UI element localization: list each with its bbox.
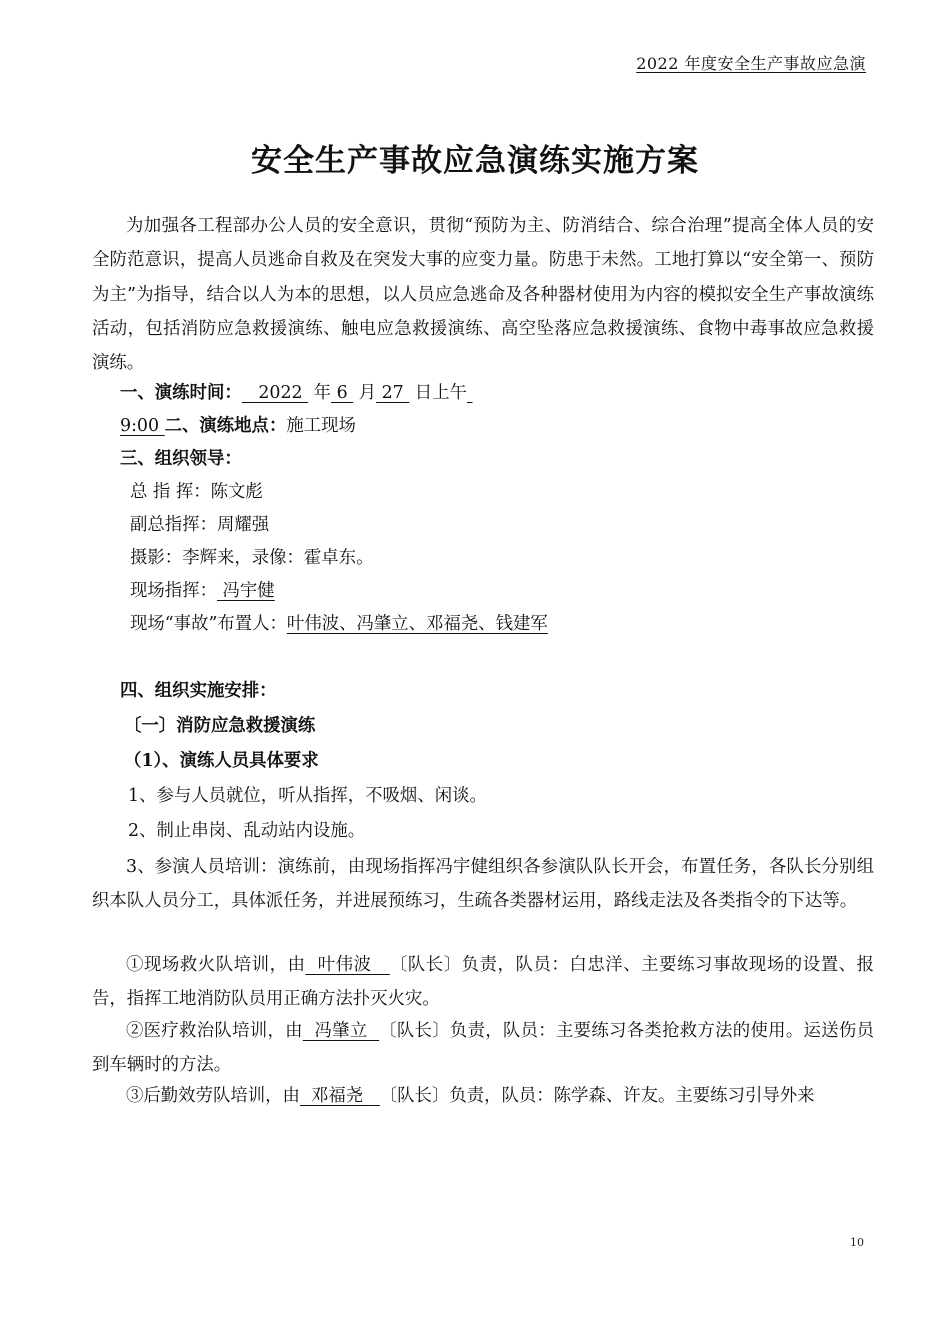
requirement-item-3: 3、参演人员培训：演练前，由现场指挥冯宇健组织各参演队队长开会，布置任务，各队长分别组织本队人员分工，具体派任务，并进展预练习，生疏各类器材运用，路线走法及各类指令的下达等。 <box>92 857 874 912</box>
medical-team-training <box>92 1014 874 1083</box>
intro-paragraph: 为加强各工程部办公人员的安全意识，贯彻“预防为主、防消结合、综合治理”提高全体人员的安全防范意识，提高人员逃命自救及在突发大事的应变力量。防患于未然。工地打算以“安全第一、预防为主”为指导，结合以人为本的思想，以人员应急逃命及各种器材使用为内容的模拟安全生产事故演练活动，包括消防应急救援演练、触电应急救援演练、高空坠落应急救援演练、食物中毒事故应急救援演练。 <box>92 216 874 374</box>
drill-year-unit: 年 <box>308 383 332 403</box>
requirement-item-2: 2、制止串岗、乱动站内设施。 <box>128 821 366 841</box>
requirement-item-1: 1、参与人员就位，听从指挥，不吸烟、闲谈。 <box>128 786 487 806</box>
firefighting-team-training <box>92 948 874 1017</box>
team2-prefix: ②医疗救治队培训，由 <box>126 1021 303 1041</box>
drill-time-tail <box>467 383 473 403</box>
drill-location-value: 施工现场 <box>286 416 356 436</box>
personnel-requirements-heading: （1）、演练人员具体要求 <box>124 751 319 771</box>
fire-drill-section: 〔一〕消防应急救援演练 <box>124 716 316 736</box>
field-commander-name: 冯宇健 <box>216 581 275 601</box>
page-number: 10 <box>850 1236 864 1249</box>
drill-clock: 9:00 <box>120 416 165 436</box>
drill-location-label: 二、演练地点： <box>164 416 287 436</box>
running-header: 2022 年度安全生产事故应急演 <box>636 54 866 73</box>
team1-leader: 叶伟波 <box>305 955 390 975</box>
accident-setup-names: 叶伟波、冯肇立、邓福尧、钱建军 <box>286 614 548 634</box>
drill-month: 6 <box>331 383 354 403</box>
deputy-commander-line: 副总指挥：周耀强 <box>130 515 270 535</box>
team3-prefix: ③后勤效劳队培训，由 <box>126 1086 300 1106</box>
drill-day: 27 <box>376 383 410 403</box>
drill-time-line <box>120 381 473 405</box>
field-commander-line <box>130 579 275 603</box>
team2-suffix: 〔队长〕负责，队员：主要练习各类抢救方法的使用。运送伤员到车辆时的方法。 <box>92 1021 874 1076</box>
media-line: 摄影：李辉来，录像：霍卓东。 <box>130 548 374 568</box>
accident-setup-line <box>130 612 548 636</box>
document-title: 安全生产事故应急演练实施方案 <box>251 143 699 179</box>
team3-suffix: 〔队长〕负责，队员：陈学森、许友。主要练习引导外来 <box>379 1086 815 1106</box>
drill-time-label: 一、演练时间： <box>120 383 242 403</box>
field-commander-label: 现场指挥： <box>130 581 217 601</box>
team3-leader: 邓福尧 <box>299 1086 375 1106</box>
logistics-team-training <box>126 1084 815 1108</box>
drill-location-line <box>120 414 356 438</box>
team1-suffix: 〔队长〕负责，队员：白忠洋、主要练习事故现场的设置、报告，指挥工地消防队员用正确方法扑灭火灾。 <box>92 955 874 1010</box>
leadership-heading: 三、组织领导： <box>120 449 242 469</box>
arrangement-heading: 四、组织实施安排： <box>120 681 277 701</box>
team2-leader: 冯肇立 <box>302 1021 380 1041</box>
accident-setup-label: 现场“事故”布置人： <box>130 614 287 634</box>
drill-year: 2022 <box>241 383 309 403</box>
drill-month-unit: 月 <box>353 383 377 403</box>
team1-prefix: ①现场救火队培训，由 <box>126 955 306 975</box>
commander-line: 总 指 挥：陈文彪 <box>130 482 263 502</box>
drill-day-unit: 日上午 <box>409 383 467 403</box>
